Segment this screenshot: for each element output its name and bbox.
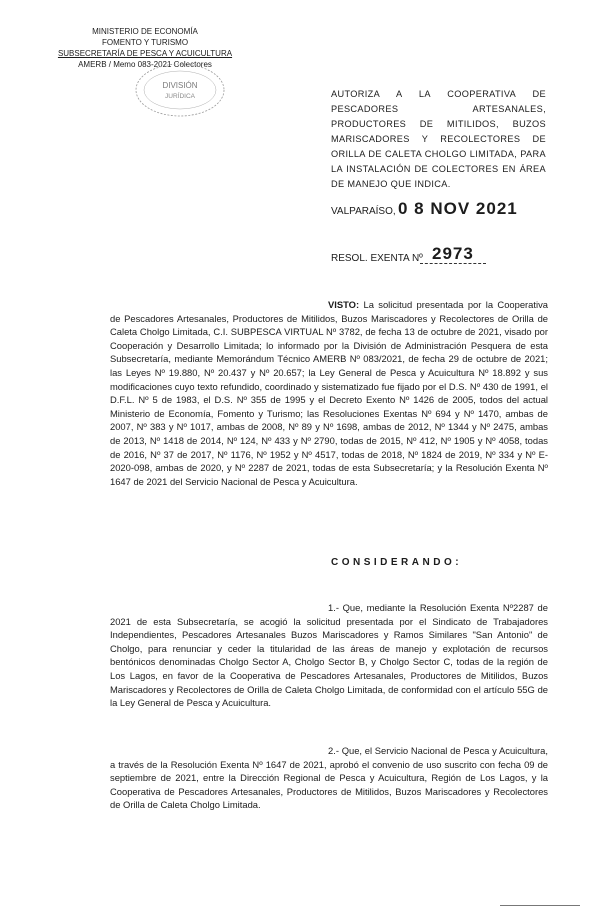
resolution-title: AUTORIZA A LA COOPERATIVA DE PESCADORES ARTESANALES, PRODUCTORES DE MITILIDOS, BUZOS MARISCADORES Y RECOLECTORES DE ORILLA DE CALETA CHOLGO LIMITADA, PARA LA INSTALACIÓN DE COLECTORES EN ÁREA DE MANEJO QUE INDICA. <box>331 89 546 189</box>
subsecretaria-name: SUBSECRETARÍA DE PESCA Y ACUICULTURA <box>57 49 233 58</box>
visto-text: La solicitud presentada por la Cooperativa de Pescadores Artesanales, Productores de Mitilidos, Buzos Mariscadores y Recolectores de Orilla de Caleta Cholgo Limitada, C.I. SUBPESCA VIRTUAL Nº 3782, de fecha 13 de octubre de 2021, visado por Cooperación y Desarrollo Limitada; lo informado por la División de Administración Pesquera de esta Subsecretaría, mediante Memorándum Técnico AMERB Nº 083/2021, de fecha 29 de octubre de 2021; las Leyes Nº 19.880, Nº 20.437 y Nº 20.657; la Ley General de Pesca y Acuicultura Nº 18.892 y sus modificaciones cuyo texto refundido, coordinado y sistematizado fue fijado por el D.S. Nº 430 de 1991, el D.F.L. Nº 5 de 1983, el D.S. Nº 355 de 1995 y el Decreto Exento Nº 1426 de 2005, todos del actual Ministerio de Economía, Fomento y Turismo; las Resoluciones Exentas Nº 694 y Nº 1470, ambas de 2007, Nº 383 y Nº 1017, ambas de 2008, Nº 89 y Nº 1698, ambas de 2012, Nº 1344 y Nº 2475, ambas de 2013, Nº 1418 de 2014, Nº 124, Nº 433 y Nº 2790, todas de 2015, Nº 412, Nº 1905 y Nº 4058, todas de 2016, Nº 37 de 2017, Nº 1176, Nº 1952 y Nº 4517, todas de 2018, Nº 1824 de 2019, Nº 334 y Nº E-2020-098, ambas de 2020, y Nº 2287 de 2021, todas de esta Subsecretaría; y la Resolución Exenta Nº 1647 de 2021 del Servicio Nacional de Pesca y Acuicultura. <box>110 299 548 487</box>
visto-label: VISTO: <box>328 299 360 310</box>
footer-rule <box>500 905 580 906</box>
visto-section <box>110 298 548 488</box>
place-label: VALPARAÍSO, <box>331 206 396 217</box>
considerando-heading: CONSIDERANDO: <box>331 557 463 568</box>
considerando-paragraph-1: 1.- Que, mediante la Resolución Exenta Nº2287 de 2021 de esta Subsecretaría, se acogió la solicitud presentada por el Sindicato de Trabajadores Independientes, Pescadores Artesanales Buzos Mariscadores y Ramos Similares "San Antonio" de Cholgo, para renunciar y ceder la titularidad de las áreas de manejo y explotación de recursos bentónicos denominadas Cholgo Sector A, Cholgo Sector B, y Cholgo Sector C, todas de la región de Los Lagos, en favor de la Cooperativa de Pescadores Artesanales, Productores de Mitilidos, Buzos Mariscadores y Recolectores de Orilla de Caleta Cholgo Limitada, de conformidad con el artículo 55G de la Ley General de Pesca y Acuicultura. <box>110 602 548 709</box>
division-juridica-stamp <box>130 60 230 120</box>
resolution-number: 2973 <box>432 244 474 263</box>
considerando-paragraph-2: 2.- Que, el Servicio Nacional de Pesca y Acuicultura, a través de la Resolución Exenta Nº 1647 de 2021, aprobó el convenio de uso suscrito con fecha 09 de septiembre de 2021, entre la Dirección Regional de Pesca y Acuicultura, Región de Los Lagos, y la Cooperativa de Pescadores Artesanales, Productores de Mitilidos, Buzos Mariscadores y Recolectores de Orilla de Caleta Cholgo Limitada. <box>110 745 548 811</box>
resolution-date-stamp: 0 8 NOV 2021 <box>398 199 518 218</box>
stamp-line-1: DIVISIÓN <box>162 81 198 90</box>
memo-reference: AMERB / Memo 083-2021 Colectores <box>78 60 212 69</box>
ministry-name: MINISTERIO DE ECONOMÍA <box>92 27 198 36</box>
ministry-subtitle: FOMENTO Y TURISMO <box>101 38 189 47</box>
resolution-label: RESOL. EXENTA Nº <box>331 253 423 264</box>
stamp-line-2: JURÍDICA <box>165 93 195 100</box>
